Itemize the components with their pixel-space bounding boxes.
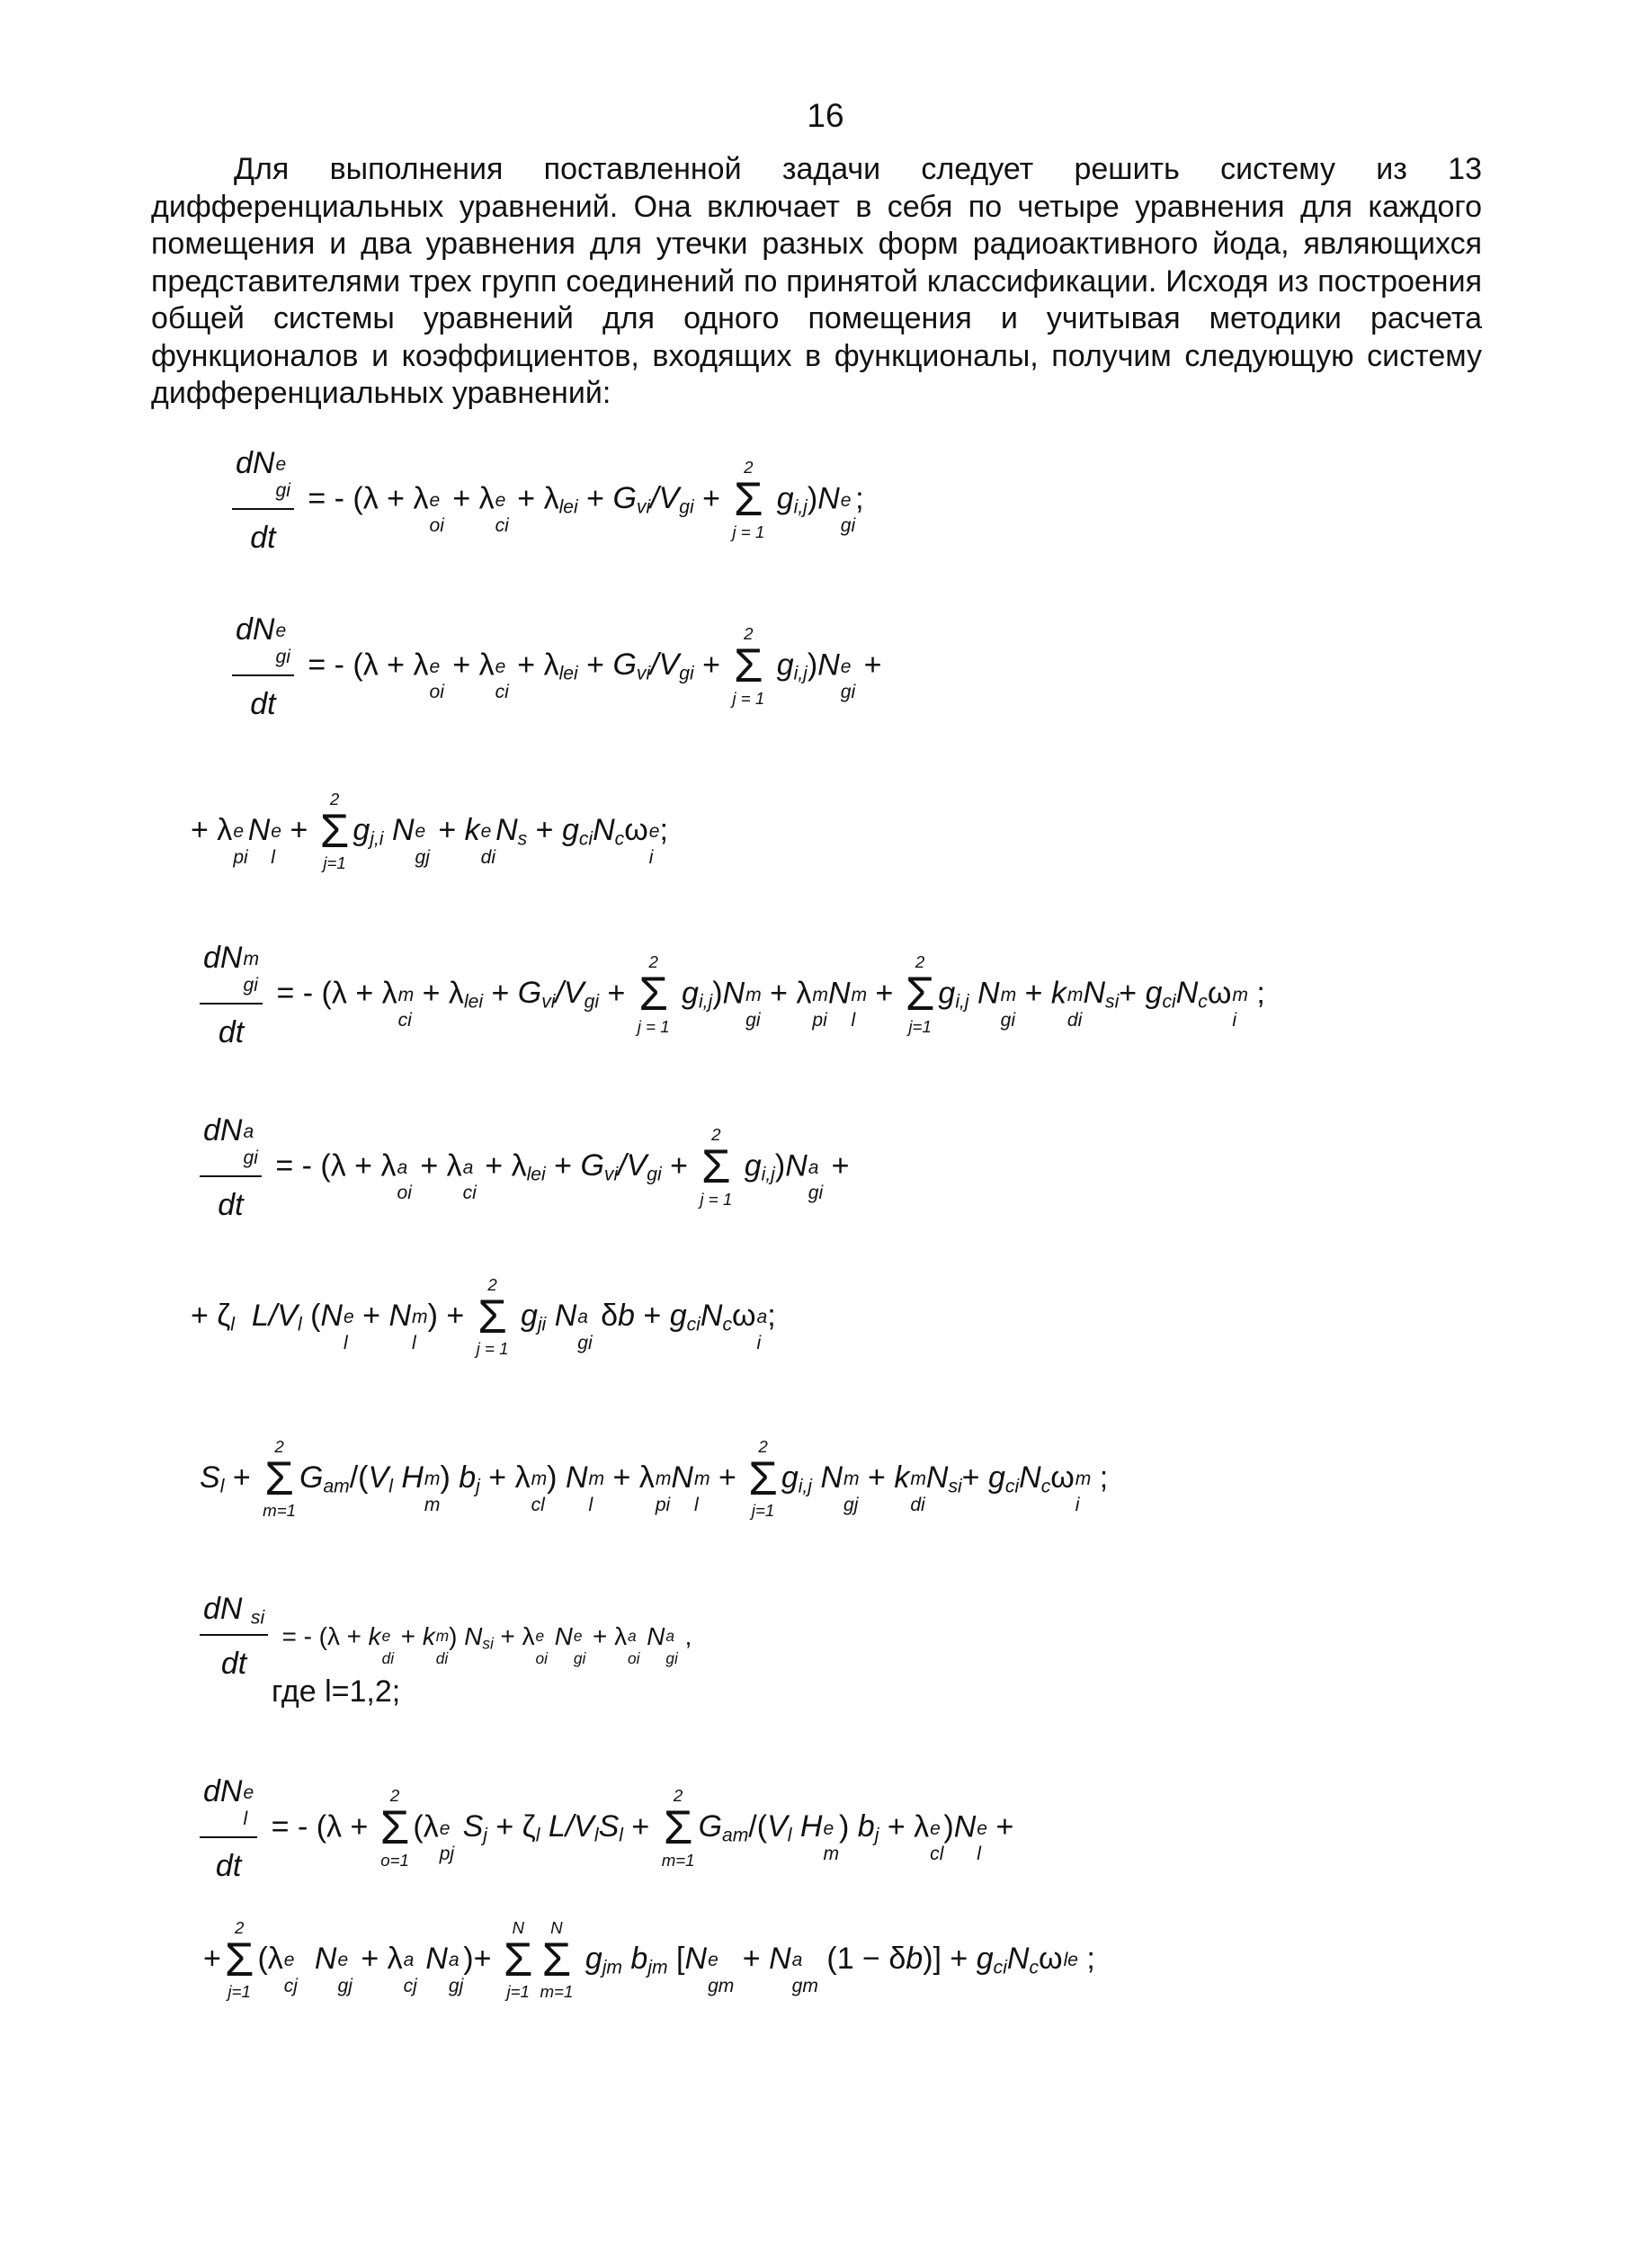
equation-4-continuation: + $\zeta_l$ $L/V_l$ (N e l + N m l ) + 2 Σ j = 1 $g_{ji}$ N a gi $\delta b + g_{ci}N_c\omega$ a i ;: [191, 1275, 776, 1359]
equation-2-continuation: + λ e pi N e l + 2 Σ j=1 $g_{j,i}$ N e gj + k e di $N_s + g_{ci}N_c\omega$ e i ;: [191, 790, 668, 873]
equation-4: dN a gi dt = - (λ + λ a oi + λ a ci + $\lambda_{lei} + G_{vi}/V_{gi}$ + 2 Σ j = 1 $g_{i,j})N$ a gi +: [200, 1115, 849, 1220]
equation-1: dN e gi dt = - (λ + λ e oi + λ e ci + $\lambda_{lei} + G_{vi}/V_{gi}$ + 2 Σ j = 1 $g_{i,j})N$ e gi ;: [232, 448, 864, 553]
intro-paragraph: Для выполнения поставленной задачи следует решить систему из 13 дифференциальных уравнений. Она включает в себя по четыре уравнения для каждого помещения и два уравнения для утечки разных форм радиоактивного йода, являющихся представителями трех групп соединений по принятой классификации. Исходя из построения общей системы уравнений для одного помещения и учитывая методики расчета функционалов и коэффициентов, входящих в функционалы, получим следующую систему дифференциальных уравнений:: [151, 152, 1482, 410]
equation-3: dN m gi dt = - (λ + λ m ci + $\lambda_{lei} + G_{vi}/V_{gi}$ + 2 Σ j = 1 $g_{i,j})N$ m gi + λ m pi N m l + 2 Σ j=1 $g_{i,j}$ N m gi + k m di $N_{si}+ g_{ci}N_c\omega$ m i ;: [200, 942, 1265, 1048]
equation-5: $S_l$ + 2 Σ m=1 $G_{am}/(V_l$ H m m ) $b_j + \lambda$ m cl ) N m l + λ m pi N m l + 2 Σ j=1 $g_{i,j}$ N m gj + k m di $N_{si}+ g_{ci}N_c\omega$ m i ;: [200, 1437, 1109, 1521]
page-number: 16: [807, 97, 844, 134]
equation-7-continuation: + 2 Σ j=1 (λ e cj N e gj + λ a cj N a gj )+ N Σ j=1 N Σ m=1 $g_{jm}$ $b_{jm}$ [N e gm + N a gm $(1 - \delta b)] + g_{ci}N_c\omega$ le ;: [203, 1918, 1095, 2002]
equation-7: dN e l dt = - (λ + 2 Σ o=1 (λ e pj $S_j + \zeta_l$ $L/V_lS_l$ + 2 Σ m=1 $G_{am}/(V_l$ H e m ) $b_j + \lambda$ e cl )N e l +: [200, 1776, 1013, 1881]
where-clause: где l=1,2;: [272, 1674, 401, 1709]
equation-6: $\frac{dN _{si}}{dt}$ = - (λ + k e di + k m di ) $N_{si} + \lambda$ e oi N e gi + λ a oi N a gi ,: [200, 1594, 692, 1679]
equation-2: dN e gi dt = - (λ + λ e oi + λ e ci + $\lambda_{lei} + G_{vi}/V_{gi}$ + 2 Σ j = 1 $g_{i,j})N$ e gi +: [232, 614, 881, 719]
